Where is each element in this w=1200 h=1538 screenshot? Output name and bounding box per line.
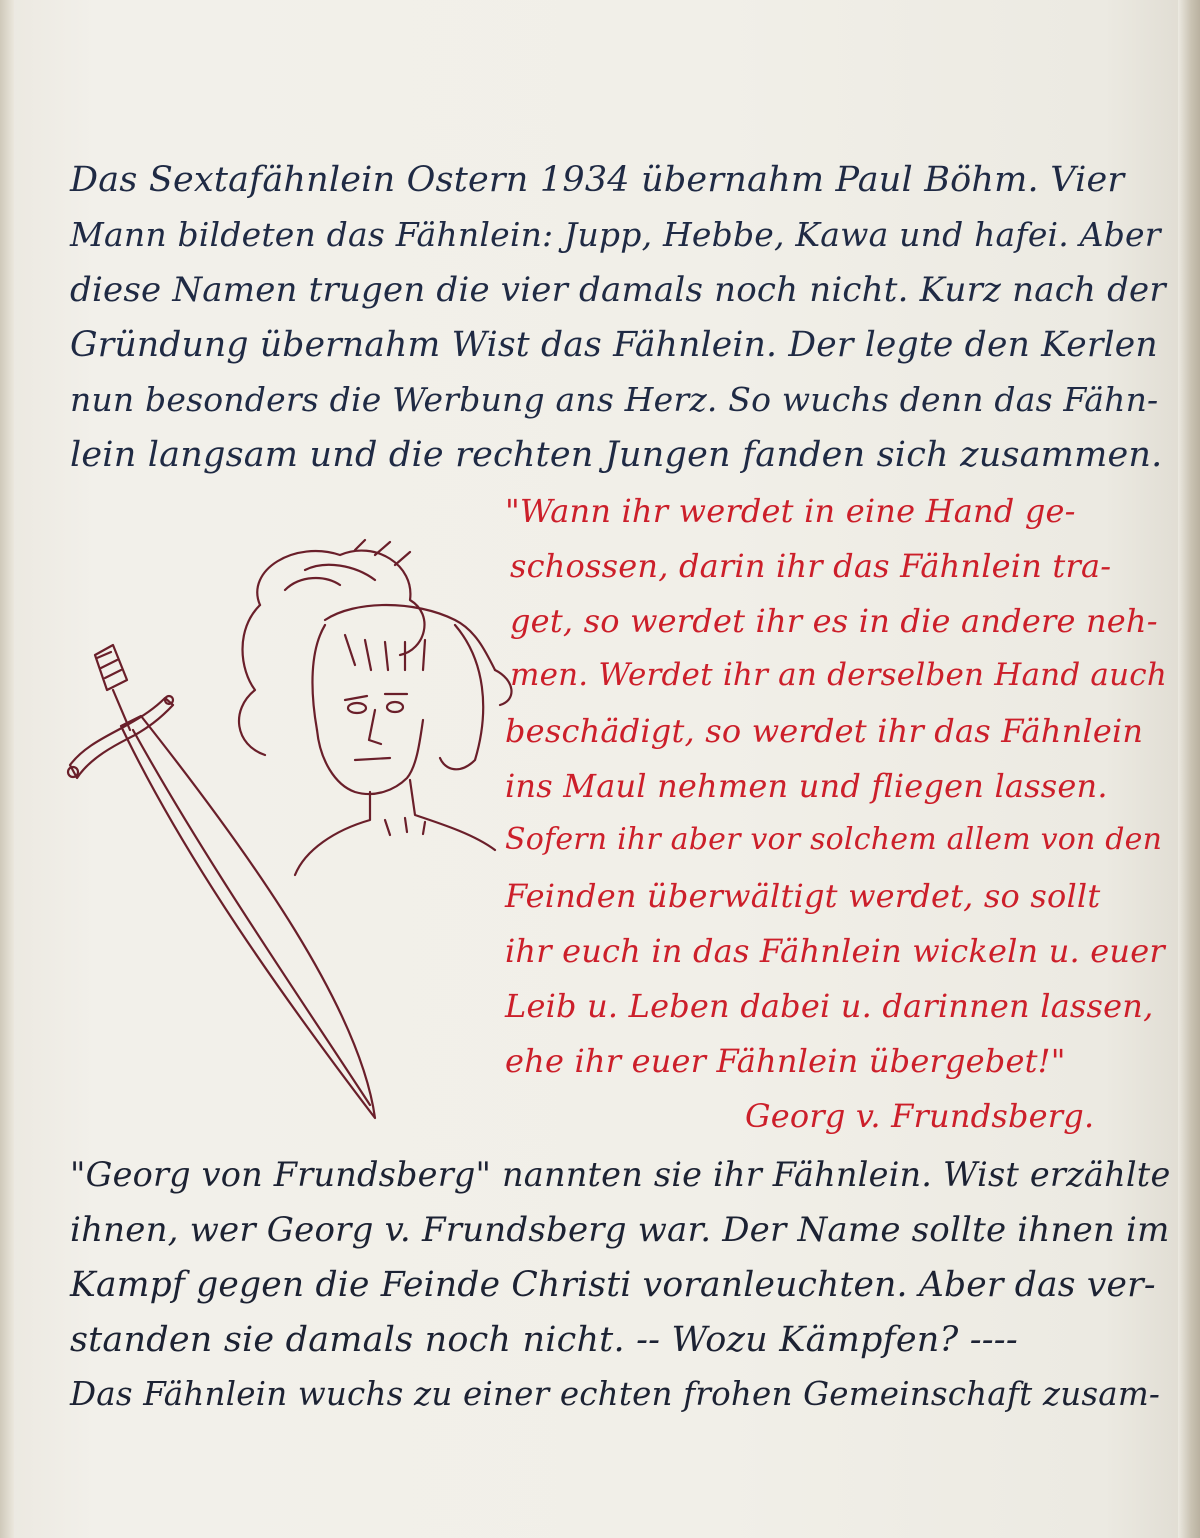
top-line-1: Das Sextafähnlein Ostern 1934 übernahm Paul Böhm. Vier xyxy=(70,160,1125,200)
bottom-line-2: ihnen, wer Georg v. Frundsberg war. Der Name sollte ihnen im xyxy=(70,1210,1170,1250)
quote-line-3: get, so werdet ihr es in die andere neh- xyxy=(510,602,1158,640)
bottom-line-4: standen sie damals noch nicht. -- Wozu Kämpfen? ---- xyxy=(70,1320,1018,1360)
quote-line-9: ihr euch in das Fähnlein wickeln u. euer xyxy=(505,932,1165,970)
quote-line-10: Leib u. Leben dabei u. darinnen lassen, xyxy=(505,987,1154,1025)
knight-sword-sketch xyxy=(55,530,555,1130)
quote-line-7: Sofern ihr aber vor solchem allem von den xyxy=(505,822,1163,857)
bottom-line-5: Das Fähnlein wuchs zu einer echten frohen Gemeinschaft zusam- xyxy=(70,1375,1161,1413)
top-line-5: nun besonders die Werbung ans Herz. So wuchs denn das Fähn- xyxy=(70,380,1159,419)
quote-line-5: beschädigt, so werdet ihr das Fähnlein xyxy=(505,712,1144,750)
quote-line-4: men. Werdet ihr an derselben Hand auch xyxy=(510,657,1168,693)
bottom-line-1: "Georg von Frundsberg" nannten sie ihr Fähnlein. Wist erzählte xyxy=(70,1155,1171,1194)
quote-line-6: ins Maul nehmen und fliegen lassen. xyxy=(505,767,1108,805)
top-line-2: Mann bildeten das Fähnlein: Jupp, Hebbe, Kawa und hafei. Aber xyxy=(70,215,1161,254)
quote-line-8: Feinden überwältigt werdet, so sollt xyxy=(505,877,1101,915)
quote-line-1: "Wann ihr werdet in eine Hand ge- xyxy=(505,492,1076,530)
quote-line-2: schossen, darin ihr das Fähnlein tra- xyxy=(510,547,1112,585)
quote-line-11: ehe ihr euer Fähnlein übergebet!" xyxy=(505,1042,1066,1080)
page-edge-left xyxy=(0,0,14,1538)
top-line-6: lein langsam und die rechten Jungen fanden sich zusammen. xyxy=(70,435,1163,475)
top-line-3: diese Namen trugen die vier damals noch nicht. Kurz nach der xyxy=(70,270,1166,310)
top-line-4: Gründung übernahm Wist das Fähnlein. Der legte den Kerlen xyxy=(70,325,1158,365)
quote-attribution: Georg v. Frundsberg. xyxy=(745,1097,1095,1135)
page-edge-right xyxy=(1178,0,1200,1538)
bottom-line-3: Kampf gegen die Feinde Christi voranleuchten. Aber das ver- xyxy=(70,1265,1156,1305)
